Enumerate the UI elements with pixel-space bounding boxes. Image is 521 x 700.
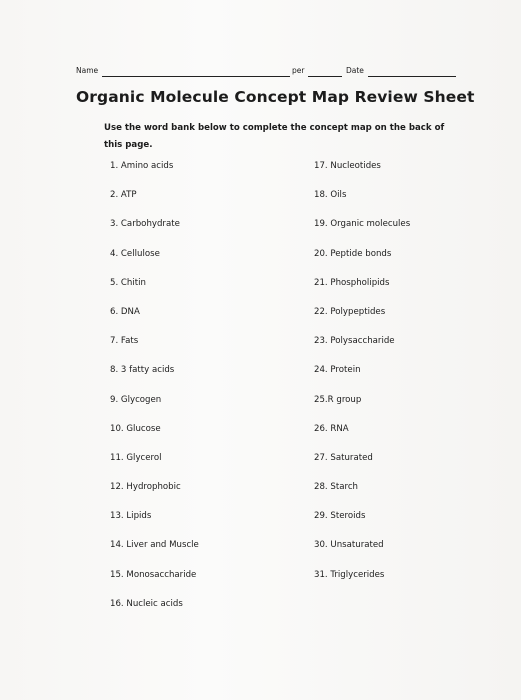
name-blank-line xyxy=(102,76,290,77)
word-bank-item: 14. Liver and Muscle xyxy=(110,540,199,551)
word-bank-item: 28. Starch xyxy=(314,482,359,493)
word-bank-left-column xyxy=(110,161,199,628)
word-bank-item: 16. Nucleic acids xyxy=(110,598,183,609)
word-bank-item: 17. Nucleotides xyxy=(314,161,381,171)
word-bank-item: 3. Carbohydrate xyxy=(110,219,180,230)
word-bank-item: 15. Monosaccharide xyxy=(110,569,197,580)
word-bank-item: 5. Chitin xyxy=(110,277,146,288)
word-bank-item: 11. Glycerol xyxy=(110,452,162,463)
per-blank-line xyxy=(308,76,342,77)
word-bank-item: 22. Polypeptides xyxy=(314,306,386,317)
word-bank-item: 1. Amino acids xyxy=(110,161,174,171)
instructions: Use the word bank below to complete the concept map on the back of this page. xyxy=(104,123,445,150)
name-label: Name xyxy=(76,66,99,75)
word-bank-item: 24. Protein xyxy=(314,365,361,376)
header-fields xyxy=(76,66,460,80)
word-bank-item: 30. Unsaturated xyxy=(314,540,384,551)
word-bank-item: 25.R group xyxy=(314,394,362,405)
word-bank-item: 18. Oils xyxy=(314,190,347,201)
word-bank-item: 29. Steroids xyxy=(314,511,366,522)
word-bank-item: 8. 3 fatty acids xyxy=(110,365,175,376)
word-bank-item: 13. Lipids xyxy=(110,511,152,522)
word-bank-item: 2. ATP xyxy=(110,190,137,201)
word-bank-item: 21. Phospholipids xyxy=(314,277,390,288)
word-bank-item: 12. Hydrophobic xyxy=(110,482,181,493)
date-blank-line xyxy=(368,76,456,77)
word-bank-item: 23. Polysaccharide xyxy=(314,336,395,347)
word-bank-item: 10. Glucose xyxy=(110,423,161,434)
word-bank-item: 27. Saturated xyxy=(314,452,373,463)
word-bank-item: 26. RNA xyxy=(314,423,349,434)
per-label: per xyxy=(292,66,305,75)
word-bank-item: 9. Glycogen xyxy=(110,394,162,405)
page-title: Organic Molecule Concept Map Review Sheet xyxy=(76,88,475,106)
word-bank-item: 31. Triglycerides xyxy=(314,569,385,580)
word-bank-item: 4. Cellulose xyxy=(110,248,160,259)
word-bank-item: 7. Fats xyxy=(110,336,139,347)
word-bank-item: 6. DNA xyxy=(110,306,140,317)
word-bank-item: 20. Peptide bonds xyxy=(314,248,392,259)
word-bank-right-column xyxy=(314,161,410,599)
word-bank-item: 19. Organic molecules xyxy=(314,219,411,230)
date-label: Date xyxy=(346,66,364,75)
